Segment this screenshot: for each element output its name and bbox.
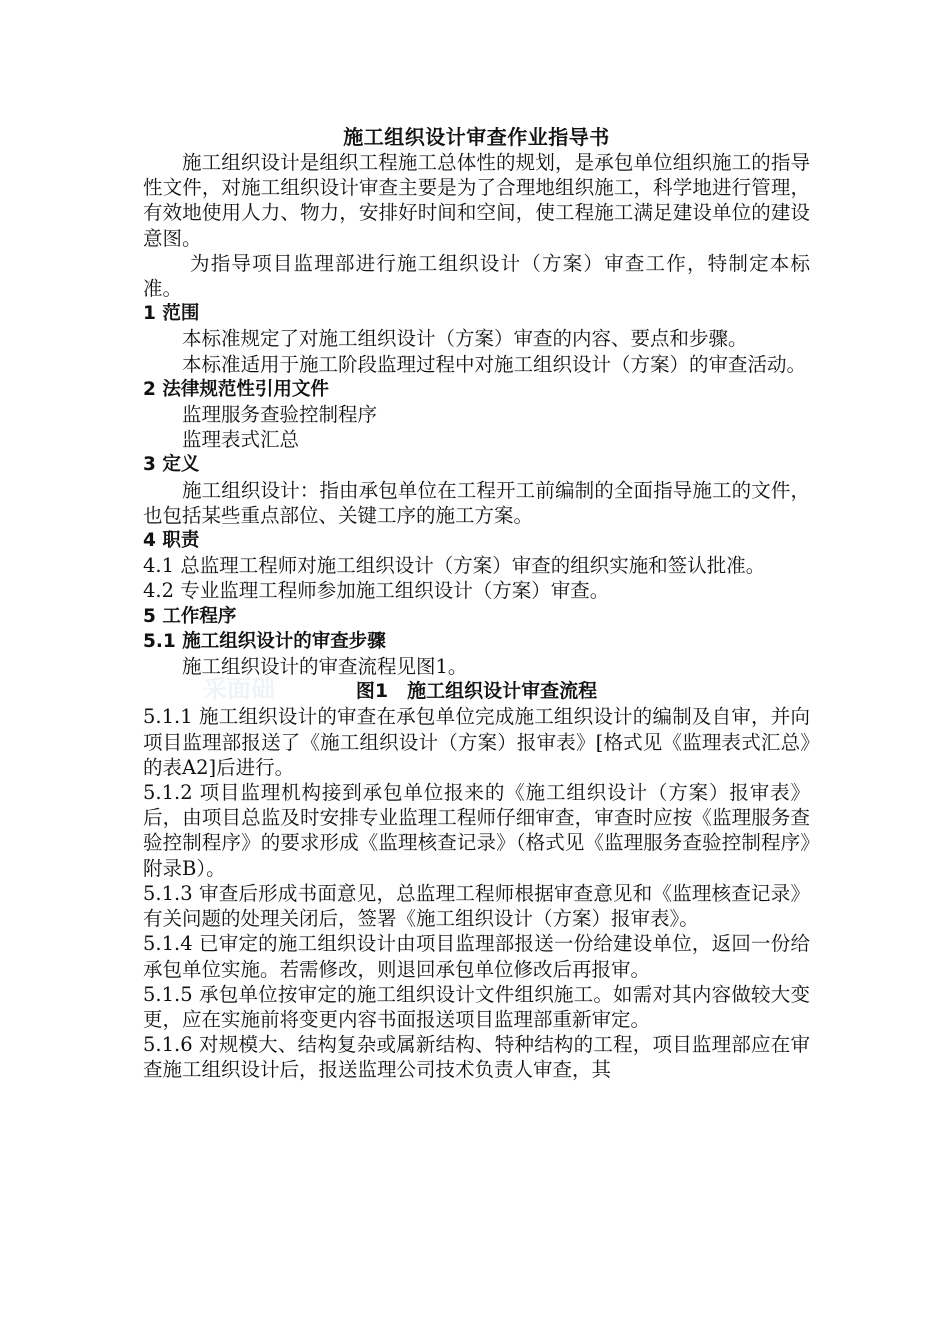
clause-4-2: 4.2 专业监理工程师参加施工组织设计（方案）审查。 <box>143 579 610 603</box>
definition-paragraph: 施工组织设计：指由承包单位在工程开工前编制的全面指导施工的文件，也包括某些重点部位、关键工序的施工方案。 <box>143 478 810 527</box>
reference-item-2: 监理表式汇总 <box>182 428 300 452</box>
clause-5-1-2: 5.1.2 项目监理机构接到承包单位报来的《施工组织设计（方案）报审表》后，由项目总监及时安排专业监理工程师仔细审查，审查时应按《监理服务查验控制程序》的要求形成《监理核查记录》（格式见《监理服务查验控制程序》附录B）。 <box>143 781 810 880</box>
section-5-1-paragraph: 施工组织设计的审查流程见图1。 <box>182 655 468 679</box>
watermark-text: 采面础 <box>203 675 275 704</box>
document-page <box>143 124 810 1083</box>
clause-5-1-6: 5.1.6 对规模大、结构复杂或属新结构、特种结构的工程，项目监理部应在审查施工组织设计后，报送监理公司技术负责人审查，其 <box>143 1033 810 1082</box>
section-3-heading: 3 定义 <box>143 454 200 476</box>
intro-paragraph-2: 为指导项目监理部进行施工组织设计（方案）审查工作，特制定本标准。 <box>143 251 810 301</box>
clause-5-1-5: 5.1.5 承包单位按审定的施工组织设计文件组织施工。如需对其内容做较大变更，应在实施前将变更内容书面报送项目监理部重新审定。 <box>143 982 810 1031</box>
section-1-heading: 1 范围 <box>143 303 200 325</box>
section-1-paragraph-1: 本标准规定了对施工组织设计（方案）审查的内容、要点和步骤。 <box>182 327 748 351</box>
figure-caption: 图1 施工组织设计审查流程 <box>355 680 598 703</box>
reference-item-1: 监理服务查验控制程序 <box>182 403 378 427</box>
section-5-1-heading: 5.1 施工组织设计的审查步骤 <box>143 630 386 652</box>
figure-caption-block <box>143 675 810 704</box>
section-2-heading: 2 法律规范性引用文件 <box>143 378 329 400</box>
clause-5-1-4: 5.1.4 已审定的施工组织设计由项目监理部报送一份给建设单位，返回一份给承包单位实施。若需修改，则退回承包单位修改后再报审。 <box>143 932 810 981</box>
clause-5-1-3: 5.1.3 审查后形成书面意见，总监理工程师根据审查意见和《监理核查记录》有关问题的处理关闭后，签署《施工组织设计（方案）报审表》。 <box>143 881 810 931</box>
section-5-heading: 5 工作程序 <box>143 605 237 627</box>
section-4-heading: 4 职责 <box>143 530 200 552</box>
clause-4-1: 4.1 总监理工程师对施工组织设计（方案）审查的组织实施和签认批准。 <box>143 554 766 578</box>
clause-5-1-1: 5.1.1 施工组织设计的审查在承包单位完成施工组织设计的编制及自审，并向项目监理部报送了《施工组织设计（方案）报审表》[格式见《监理表式汇总》的表A2]后进行。 <box>143 705 810 779</box>
section-1-paragraph-2: 本标准适用于施工阶段监理过程中对施工组织设计（方案）的审查活动。 <box>182 352 807 376</box>
intro-paragraph-1: 施工组织设计是组织工程施工总体性的规划，是承包单位组织施工的指导性文件，对施工组织设计审查主要是为了合理地组织施工，科学地进行管理，有效地使用人力、物力，安排好时间和空间，使工程施工满足建设单位的建设意图。 <box>143 151 810 250</box>
document-title: 施工组织设计审查作业指导书 <box>343 125 610 149</box>
